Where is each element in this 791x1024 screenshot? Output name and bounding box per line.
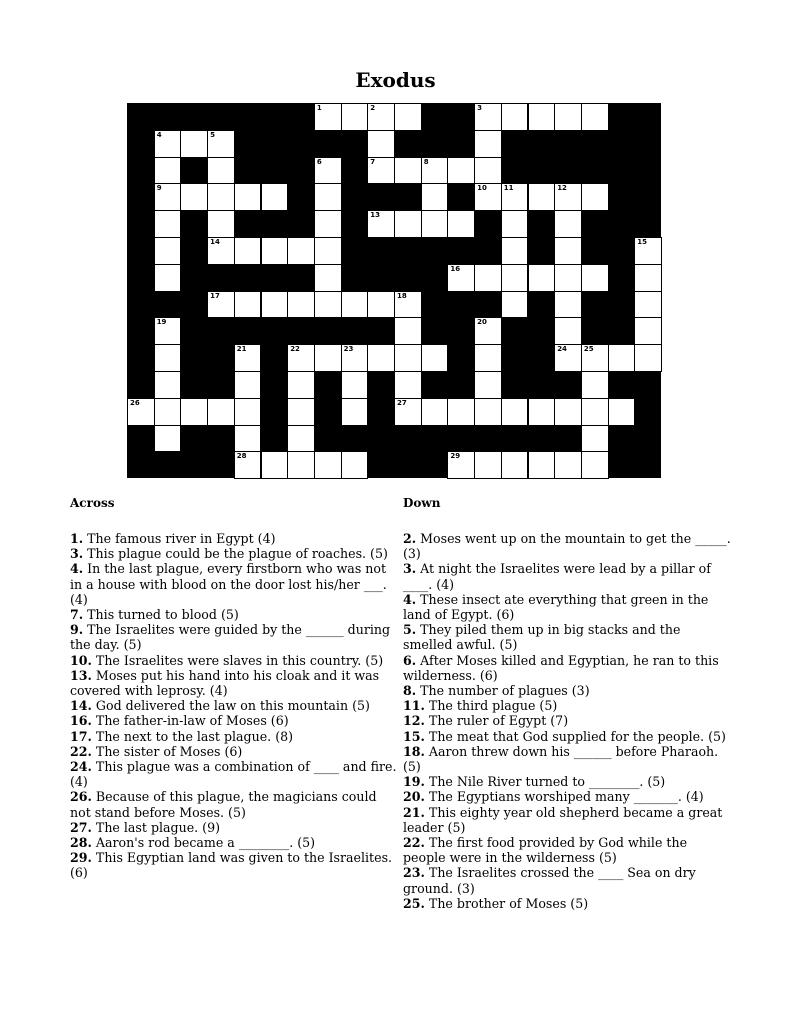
- clue-text: The first food provided by God while the people were in the wilderness (5): [403, 835, 688, 866]
- clue-number: 28: [236, 452, 247, 461]
- grid-cell[interactable]: [314, 210, 342, 238]
- clue-number: 12.: [403, 713, 425, 729]
- grid-cell[interactable]: [394, 344, 422, 372]
- clue-number: 11.: [403, 698, 425, 714]
- grid-cell[interactable]: [474, 344, 502, 372]
- across-clue: [70, 622, 400, 652]
- down-clue: [403, 622, 733, 652]
- grid-cell[interactable]: [474, 371, 502, 399]
- clue-number: 20.: [403, 789, 425, 805]
- grid-cell[interactable]: [154, 398, 182, 426]
- across-clue: [70, 729, 400, 744]
- clue-text: God delivered the law on this mountain (5): [91, 698, 370, 714]
- grid-cell[interactable]: [261, 451, 289, 479]
- clue-number: 29.: [70, 850, 92, 866]
- grid-cell[interactable]: [394, 103, 422, 131]
- grid-cell[interactable]: [180, 398, 208, 426]
- grid-cell[interactable]: [234, 291, 262, 319]
- grid-cell[interactable]: [421, 157, 449, 185]
- clue-text: The meat that God supplied for the people. (5): [424, 728, 726, 744]
- clue-number: 20: [477, 318, 487, 327]
- grid-cell[interactable]: [447, 157, 475, 185]
- grid-cell[interactable]: [261, 183, 289, 211]
- clue-number: 15.: [403, 728, 425, 744]
- grid-cell[interactable]: [154, 371, 182, 399]
- grid-cell[interactable]: [421, 210, 449, 238]
- clue-text: This turned to blood (5): [83, 607, 239, 623]
- clue-number: 7.: [70, 607, 84, 623]
- clue-number: 19.: [403, 774, 425, 790]
- clue-number: 19: [156, 318, 167, 327]
- grid-cell[interactable]: [608, 344, 636, 372]
- grid-cell[interactable]: [234, 451, 262, 479]
- clue-text: The famous river in Egypt (4): [83, 531, 276, 546]
- down-clue: [403, 789, 733, 804]
- clue-number: 26: [130, 398, 140, 407]
- grid-cell[interactable]: [287, 425, 315, 453]
- grid-cell[interactable]: [501, 103, 529, 131]
- grid-cell[interactable]: [554, 344, 582, 372]
- across-clue: [70, 744, 400, 759]
- clue-number: 9.: [70, 622, 84, 638]
- clue-number: 25.: [403, 895, 425, 911]
- grid-cell[interactable]: [314, 157, 342, 185]
- clue-number: 2: [370, 104, 376, 112]
- clue-number: 17.: [70, 728, 92, 744]
- clue-number: 16: [450, 264, 461, 273]
- grid-cell[interactable]: [127, 398, 155, 426]
- grid-cell[interactable]: [501, 291, 529, 319]
- clue-text: The sister of Moses (6): [91, 743, 243, 759]
- grid-cell[interactable]: [581, 371, 609, 399]
- grid-cell[interactable]: [154, 317, 182, 345]
- grid-cell[interactable]: [314, 264, 342, 292]
- grid-cell[interactable]: [554, 398, 582, 426]
- clue-text: At night the Israelites were lead by a pillar of ____. (4): [403, 561, 711, 592]
- grid-cell[interactable]: [367, 157, 395, 185]
- across-clue: [70, 835, 400, 850]
- clue-number: 17: [210, 291, 220, 300]
- grid-cell[interactable]: [287, 398, 315, 426]
- grid-cell[interactable]: [261, 291, 289, 319]
- grid-cell[interactable]: [608, 398, 636, 426]
- page-title: Exodus: [355, 68, 436, 92]
- grid-cell[interactable]: [154, 183, 182, 211]
- down-clue: [403, 774, 733, 789]
- clue-text: The Egyptians worshiped many _______. (4): [424, 789, 704, 805]
- down-clue: [403, 531, 733, 561]
- grid-cell[interactable]: [634, 237, 662, 265]
- grid-cell[interactable]: [554, 103, 582, 131]
- down-clue: [403, 683, 733, 698]
- clue-number: 23: [343, 345, 354, 354]
- down-heading: Down: [403, 496, 441, 510]
- clue-number: 13.: [70, 667, 92, 683]
- clue-text: Moses put his hand into his cloak and it was covered with leprosy. (4): [70, 667, 380, 699]
- grid-cell[interactable]: [154, 130, 182, 158]
- clue-text: In the last plague, every firstborn who was not in a house with blood on the door lost his/her ___. (4): [70, 561, 387, 607]
- grid-cell[interactable]: [528, 264, 556, 292]
- grid-cell[interactable]: [314, 291, 342, 319]
- clue-text: The Nile River turned to ________. (5): [424, 774, 666, 790]
- grid-cell[interactable]: [314, 237, 342, 265]
- down-clue: [403, 561, 733, 591]
- clue-text: This plague could be the plague of roaches. (5): [83, 546, 388, 562]
- clue-number: 6: [316, 157, 322, 166]
- across-clue: [70, 713, 400, 728]
- grid-cell[interactable]: [314, 344, 342, 372]
- grid-cell[interactable]: [554, 183, 582, 211]
- clue-number: 25: [583, 345, 594, 354]
- clue-text: This plague was a combination of ____ and fire. (4): [70, 759, 397, 790]
- grid-cell[interactable]: [554, 451, 582, 479]
- down-clue: [403, 805, 733, 835]
- grid-cell[interactable]: [207, 157, 235, 185]
- grid-cell[interactable]: [421, 183, 449, 211]
- clue-number: 4: [156, 130, 162, 139]
- grid-cell[interactable]: [394, 398, 422, 426]
- grid-cell[interactable]: [154, 157, 182, 185]
- grid-cell[interactable]: [421, 344, 449, 372]
- grid-cell[interactable]: [207, 130, 235, 158]
- clue-number: 11: [503, 184, 514, 193]
- grid-cell[interactable]: [367, 291, 395, 319]
- down-clue: [403, 653, 733, 683]
- grid-cell[interactable]: [581, 451, 609, 479]
- grid-cell[interactable]: [394, 157, 422, 185]
- grid-cell[interactable]: [554, 317, 582, 345]
- grid-cell[interactable]: [394, 371, 422, 399]
- grid-cell[interactable]: [581, 264, 609, 292]
- clue-number: 9: [156, 184, 162, 193]
- clue-number: 12: [557, 184, 567, 193]
- across-clue: [70, 668, 400, 698]
- clue-number: 4.: [403, 591, 417, 607]
- grid-cell[interactable]: [394, 291, 422, 319]
- grid-cell[interactable]: [634, 264, 662, 292]
- crossword-grid: [127, 103, 661, 478]
- grid-cell[interactable]: [154, 210, 182, 238]
- grid-cell[interactable]: [581, 344, 609, 372]
- grid-cell[interactable]: [341, 371, 369, 399]
- grid-cell[interactable]: [207, 398, 235, 426]
- grid-cell[interactable]: [207, 291, 235, 319]
- down-clue: [403, 698, 733, 713]
- grid-cell[interactable]: [634, 291, 662, 319]
- clue-number: 5: [210, 130, 215, 139]
- grid-cell[interactable]: [581, 425, 609, 453]
- grid-cell[interactable]: [501, 210, 529, 238]
- down-clue-list: [403, 531, 733, 911]
- grid-cell[interactable]: [634, 317, 662, 345]
- grid-cell[interactable]: [474, 183, 502, 211]
- grid-cell[interactable]: [367, 344, 395, 372]
- grid-cell[interactable]: [314, 451, 342, 479]
- grid-cell[interactable]: [474, 398, 502, 426]
- grid-cell[interactable]: [501, 451, 529, 479]
- grid-cell[interactable]: [421, 398, 449, 426]
- down-clue: [403, 896, 733, 911]
- down-clue: [403, 729, 733, 744]
- across-clue: [70, 789, 400, 819]
- across-clue: [70, 759, 400, 789]
- grid-cell[interactable]: [261, 237, 289, 265]
- grid-cell[interactable]: [554, 210, 582, 238]
- across-clue: [70, 531, 400, 546]
- grid-cell[interactable]: [234, 425, 262, 453]
- clue-number: 23.: [403, 865, 425, 881]
- grid-cell[interactable]: [501, 183, 529, 211]
- grid-cell[interactable]: [314, 183, 342, 211]
- grid-cell[interactable]: [528, 398, 556, 426]
- across-clue: [70, 653, 400, 668]
- grid-cell[interactable]: [554, 237, 582, 265]
- across-clue: [70, 698, 400, 713]
- grid-cell[interactable]: [634, 344, 662, 372]
- clue-text: The third plague (5): [424, 698, 558, 714]
- clue-number: 14: [210, 238, 220, 246]
- across-heading: Across: [70, 496, 115, 510]
- grid-cell[interactable]: [394, 317, 422, 345]
- grid-cell[interactable]: [447, 264, 475, 292]
- grid-cell[interactable]: [474, 451, 502, 479]
- across-clue: [70, 607, 400, 622]
- grid-cell[interactable]: [234, 183, 262, 211]
- clue-text: The Israelites were slaves in this country. (5): [91, 652, 384, 668]
- grid-cell[interactable]: [287, 371, 315, 399]
- clue-number: 3.: [403, 561, 417, 577]
- clue-number: 7: [370, 157, 376, 166]
- grid-cell[interactable]: [581, 398, 609, 426]
- grid-cell[interactable]: [154, 264, 182, 292]
- grid-cell[interactable]: [367, 130, 395, 158]
- clue-text: The next to the last plague. (8): [91, 728, 294, 744]
- grid-cell[interactable]: [501, 237, 529, 265]
- grid-cell[interactable]: [554, 264, 582, 292]
- clue-number: 5.: [403, 622, 417, 638]
- grid-cell[interactable]: [581, 183, 609, 211]
- grid-cell[interactable]: [367, 210, 395, 238]
- clue-number: 2.: [403, 531, 417, 546]
- across-clue: [70, 850, 400, 880]
- grid-cell[interactable]: [287, 291, 315, 319]
- grid-cell[interactable]: [180, 130, 208, 158]
- grid-cell[interactable]: [234, 371, 262, 399]
- clue-number: 1: [316, 104, 322, 112]
- grid-cell[interactable]: [341, 291, 369, 319]
- clue-text: The ruler of Egypt (7): [424, 713, 569, 729]
- clue-number: 15: [637, 238, 648, 246]
- clue-number: 3: [477, 104, 482, 112]
- clue-text: The number of plagues (3): [416, 683, 590, 699]
- grid-cell[interactable]: [207, 237, 235, 265]
- down-clue: [403, 592, 733, 622]
- grid-cell[interactable]: [234, 237, 262, 265]
- grid-cell[interactable]: [234, 398, 262, 426]
- clue-number: 8.: [403, 683, 417, 699]
- across-clue: [70, 546, 400, 561]
- grid-cell[interactable]: [341, 451, 369, 479]
- grid-cell[interactable]: [287, 344, 315, 372]
- down-clue: [403, 835, 733, 865]
- grid-cell[interactable]: [528, 183, 556, 211]
- clue-text: The father-in-law of Moses (6): [91, 713, 289, 729]
- clue-number: 13: [370, 211, 381, 220]
- grid-cell[interactable]: [474, 157, 502, 185]
- clue-number: 27.: [70, 819, 92, 835]
- across-clues: [70, 496, 400, 881]
- grid-cell[interactable]: [154, 344, 182, 372]
- clue-text: The Israelites were guided by the ______ during the day. (5): [70, 622, 391, 653]
- clue-number: 4.: [70, 561, 84, 577]
- clue-text: They piled them up in big stacks and the smelled awful. (5): [403, 622, 681, 653]
- grid-cell[interactable]: [207, 210, 235, 238]
- clue-text: Aaron's rod became a ________. (5): [91, 835, 316, 851]
- grid-cell[interactable]: [474, 130, 502, 158]
- grid-cell[interactable]: [314, 103, 342, 131]
- clue-number: 1.: [70, 531, 84, 546]
- clue-text: This eighty year old shepherd became a great leader (5): [403, 804, 723, 835]
- grid-cell[interactable]: [554, 291, 582, 319]
- down-clue: [403, 865, 733, 895]
- down-clue: [403, 713, 733, 728]
- clue-number: 3.: [70, 546, 84, 562]
- grid-cell[interactable]: [474, 317, 502, 345]
- across-clue-list: [70, 531, 400, 881]
- clue-number: 10: [477, 184, 487, 193]
- clue-number: 28.: [70, 835, 92, 851]
- grid-cell[interactable]: [287, 237, 315, 265]
- grid-cell[interactable]: [501, 264, 529, 292]
- clue-number: 6.: [403, 652, 417, 668]
- clue-number: 10.: [70, 652, 92, 668]
- clue-number: 21: [236, 345, 247, 354]
- clue-number: 26.: [70, 789, 92, 805]
- grid-cell[interactable]: [154, 237, 182, 265]
- grid-cell[interactable]: [447, 451, 475, 479]
- clue-number: 8: [423, 157, 429, 166]
- grid-cell[interactable]: [474, 103, 502, 131]
- grid-cell[interactable]: [528, 451, 556, 479]
- grid-cell[interactable]: [287, 451, 315, 479]
- grid-cell[interactable]: [180, 183, 208, 211]
- clue-number: 24.: [70, 759, 92, 775]
- clue-text: After Moses killed and Egyptian, he ran to this wilderness. (6): [403, 652, 719, 683]
- grid-cell[interactable]: [341, 103, 369, 131]
- clue-text: The brother of Moses (5): [424, 895, 589, 911]
- grid-cell[interactable]: [154, 425, 182, 453]
- clue-number: 16.: [70, 713, 92, 729]
- grid-cell[interactable]: [447, 210, 475, 238]
- grid-cell[interactable]: [207, 183, 235, 211]
- clue-text: Moses went up on the mountain to get the _____. (3): [403, 531, 731, 562]
- clue-text: These insect ate everything that green in the land of Egypt. (6): [403, 591, 709, 623]
- clue-text: This Egyptian land was given to the Israelites. (6): [70, 850, 393, 881]
- down-clue: [403, 744, 733, 774]
- grid-cell[interactable]: [367, 103, 395, 131]
- clue-number: 22: [290, 345, 300, 354]
- grid-cell[interactable]: [341, 398, 369, 426]
- grid-cell[interactable]: [581, 103, 609, 131]
- clue-text: Because of this plague, the magicians could not stand before Moses. (5): [70, 789, 377, 820]
- grid-cell[interactable]: [501, 398, 529, 426]
- clue-number: 18: [397, 291, 407, 300]
- clue-text: The last plague. (9): [91, 819, 221, 835]
- clue-number: 24: [557, 345, 567, 354]
- grid-cell[interactable]: [528, 103, 556, 131]
- grid-cell[interactable]: [341, 344, 369, 372]
- grid-cell[interactable]: [474, 264, 502, 292]
- clue-number: 27: [397, 398, 407, 407]
- clue-number: 29: [450, 452, 461, 461]
- clue-text: Aaron threw down his ______ before Pharaoh. (5): [403, 743, 719, 775]
- grid-cell[interactable]: [394, 210, 422, 238]
- clue-text: The Israelites crossed the ____ Sea on dry ground. (3): [403, 865, 696, 896]
- down-clues: [403, 496, 733, 911]
- clue-number: 22.: [70, 743, 92, 759]
- clue-number: 21.: [403, 804, 425, 820]
- grid-cell[interactable]: [234, 344, 262, 372]
- clue-number: 22.: [403, 835, 425, 851]
- across-clue: [70, 820, 400, 835]
- across-clue: [70, 561, 400, 607]
- grid-cell[interactable]: [447, 398, 475, 426]
- clue-number: 18.: [403, 743, 425, 759]
- clue-number: 14.: [70, 698, 92, 714]
